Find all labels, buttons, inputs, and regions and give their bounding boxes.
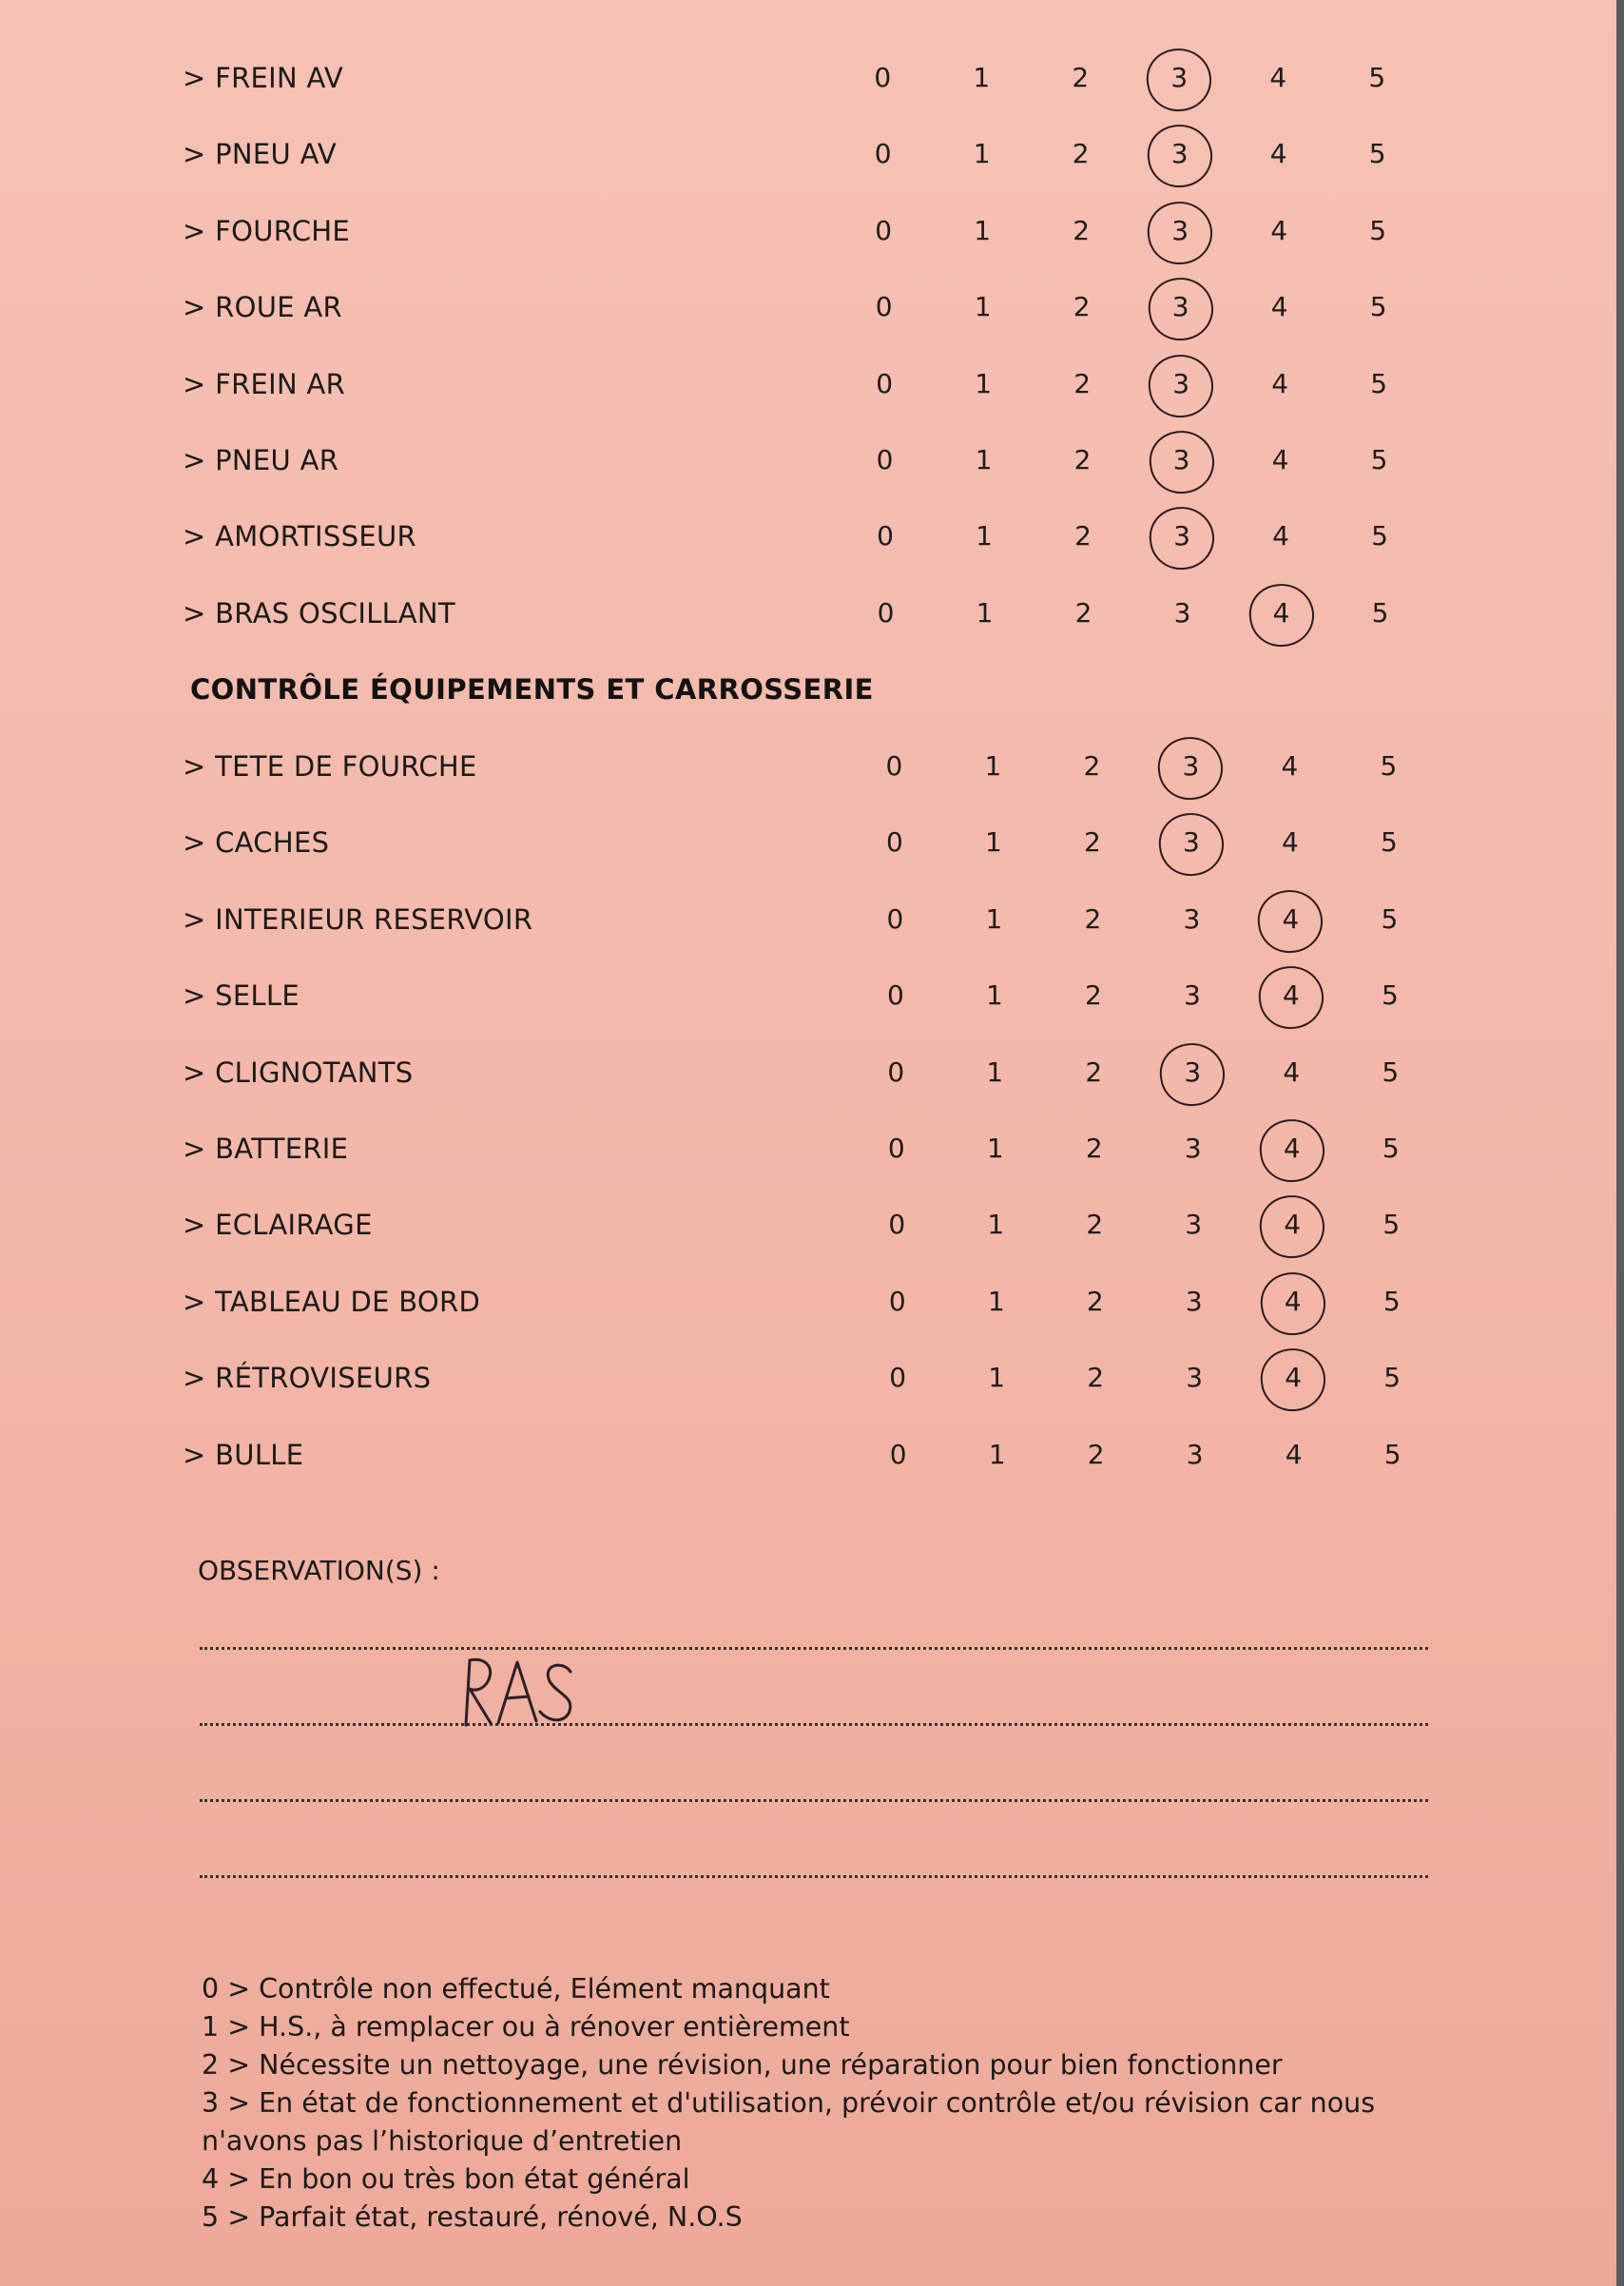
item-label: > BULLE xyxy=(183,1438,304,1471)
score-option[interactable]: 5 xyxy=(1370,367,1388,399)
score-option[interactable]: 5 xyxy=(1370,444,1388,475)
score-option[interactable]: 5 xyxy=(1369,214,1387,246)
score-option[interactable]: 4 xyxy=(1285,1438,1303,1470)
legend-line: 2 > Nécessite un nettoyage, une révision, une réparation pour bien fonctionner xyxy=(202,2049,1283,2081)
score-option[interactable]: 2 xyxy=(1085,1133,1103,1164)
score-option[interactable]: 1 xyxy=(974,291,992,323)
item-label: > TABLEAU DE BORD xyxy=(183,1285,481,1318)
score-option-circled[interactable]: 4 xyxy=(1265,1340,1322,1416)
inspection-row xyxy=(0,346,1616,422)
score-option-circled[interactable]: 3 xyxy=(1152,346,1209,422)
score-option[interactable]: 2 xyxy=(1086,1209,1104,1241)
observation-line xyxy=(200,1647,1428,1650)
score-option[interactable]: 4 xyxy=(1283,1056,1301,1088)
score-option[interactable]: 5 xyxy=(1382,1209,1401,1241)
score-option[interactable]: 5 xyxy=(1369,291,1387,323)
score-option[interactable]: 0 xyxy=(887,1133,905,1164)
legend-line: 0 > Contrôle non effectué, Elément manquant xyxy=(202,1973,830,2005)
inspection-row xyxy=(0,728,1616,804)
score-option[interactable]: 3 xyxy=(1185,1285,1203,1317)
score-option[interactable]: 2 xyxy=(1073,367,1092,399)
score-option[interactable]: 2 xyxy=(1084,902,1102,935)
score-option-circled[interactable]: 3 xyxy=(1153,422,1210,498)
item-label: > BRAS OSCILLANT xyxy=(183,596,455,630)
score-option[interactable]: 1 xyxy=(973,138,991,170)
score-option[interactable]: 1 xyxy=(985,826,1002,859)
score-option[interactable]: 4 xyxy=(1281,750,1299,782)
item-label: > CACHES xyxy=(183,826,330,860)
score-option[interactable]: 0 xyxy=(875,214,893,246)
score-option[interactable]: 1 xyxy=(984,750,1002,782)
score-option[interactable]: 5 xyxy=(1381,979,1399,1012)
score-option[interactable]: 2 xyxy=(1087,1438,1105,1470)
handwritten-observation xyxy=(458,1653,591,1729)
score-option[interactable]: 2 xyxy=(1084,826,1101,859)
section-title: CONTRÔLE ÉQUIPEMENTS ET CARROSSERIE xyxy=(190,673,874,706)
score-option-circled[interactable]: 4 xyxy=(1264,1111,1321,1187)
item-label: > CLIGNOTANTS xyxy=(183,1056,414,1089)
inspection-row xyxy=(0,498,1616,574)
inspection-row xyxy=(0,575,1616,651)
score-option[interactable]: 3 xyxy=(1173,596,1191,629)
observations-title: OBSERVATION(S) : xyxy=(198,1555,440,1586)
score-option[interactable]: 1 xyxy=(987,1209,1005,1241)
score-option[interactable]: 0 xyxy=(889,1438,907,1470)
score-option[interactable]: 0 xyxy=(875,291,893,323)
legend-line: 5 > Parfait état, restauré, rénové, N.O.S xyxy=(202,2201,743,2233)
score-option[interactable]: 1 xyxy=(976,520,993,552)
score-option[interactable]: 4 xyxy=(1270,291,1288,323)
inspection-row xyxy=(0,1187,1616,1263)
inspection-row xyxy=(0,1417,1616,1493)
inspection-row xyxy=(0,958,1616,1034)
item-label: > ROUE AR xyxy=(183,291,342,324)
score-option[interactable]: 2 xyxy=(1085,1056,1103,1088)
score-option[interactable]: 5 xyxy=(1368,62,1386,93)
score-option[interactable]: 5 xyxy=(1383,1362,1402,1394)
score-option[interactable]: 1 xyxy=(975,444,993,475)
score-option[interactable]: 1 xyxy=(985,979,1003,1012)
score-option-circled[interactable]: 3 xyxy=(1162,728,1219,804)
score-option[interactable]: 1 xyxy=(988,1438,1006,1470)
score-option[interactable]: 0 xyxy=(874,62,892,93)
score-option[interactable]: 1 xyxy=(987,1285,1005,1317)
score-option[interactable]: 3 xyxy=(1186,1362,1204,1394)
rating-legend xyxy=(202,1970,1438,2237)
score-option[interactable]: 1 xyxy=(974,214,992,246)
item-label: > FREIN AV xyxy=(183,62,343,94)
score-option[interactable]: 0 xyxy=(887,1056,905,1088)
score-option[interactable]: 2 xyxy=(1072,138,1090,170)
inspection-row xyxy=(0,1111,1616,1187)
score-option[interactable]: 4 xyxy=(1282,826,1299,859)
score-option[interactable]: 1 xyxy=(976,596,994,629)
score-option[interactable]: 0 xyxy=(886,826,903,859)
inspection-row xyxy=(0,1340,1616,1416)
score-option[interactable]: 5 xyxy=(1382,1056,1400,1088)
score-option[interactable]: 5 xyxy=(1381,826,1398,859)
score-option[interactable]: 4 xyxy=(1269,138,1287,170)
score-option[interactable]: 3 xyxy=(1183,979,1201,1012)
score-option-circled[interactable]: 4 xyxy=(1253,575,1310,651)
item-label: > SELLE xyxy=(183,979,300,1013)
score-option[interactable]: 5 xyxy=(1381,902,1399,935)
score-option[interactable]: 5 xyxy=(1383,1438,1402,1470)
inspection-row xyxy=(0,422,1616,498)
score-option-circled[interactable]: 3 xyxy=(1163,804,1220,881)
score-option[interactable]: 2 xyxy=(1074,520,1092,552)
score-option[interactable]: 4 xyxy=(1271,444,1289,475)
score-option[interactable]: 1 xyxy=(988,1362,1006,1394)
score-option[interactable]: 1 xyxy=(973,62,991,93)
score-option[interactable]: 2 xyxy=(1073,444,1092,475)
score-option-circled[interactable]: 3 xyxy=(1151,193,1208,269)
score-option[interactable]: 0 xyxy=(877,520,894,552)
score-option[interactable]: 0 xyxy=(874,138,892,170)
score-option-circled[interactable]: 3 xyxy=(1152,269,1209,345)
score-option-circled[interactable]: 3 xyxy=(1153,498,1210,574)
score-option[interactable]: 1 xyxy=(986,1056,1004,1088)
score-option[interactable]: 0 xyxy=(888,1285,906,1317)
score-option[interactable]: 0 xyxy=(885,750,903,782)
item-label: > FREIN AR xyxy=(183,367,346,400)
score-option[interactable]: 0 xyxy=(889,1362,907,1394)
score-option-circled[interactable]: 3 xyxy=(1151,116,1208,192)
score-option[interactable]: 3 xyxy=(1183,902,1201,935)
score-option[interactable]: 2 xyxy=(1073,291,1091,323)
item-label: > FOURCHE xyxy=(183,214,351,247)
score-option[interactable]: 5 xyxy=(1382,1133,1400,1164)
score-option[interactable]: 0 xyxy=(886,902,904,935)
score-option[interactable]: 0 xyxy=(876,367,894,399)
observation-line xyxy=(200,1723,1428,1726)
score-option-circled[interactable]: 4 xyxy=(1262,881,1319,958)
legend-line: n'avons pas l’historique d’entretien xyxy=(202,2125,683,2157)
score-option-circled[interactable]: 4 xyxy=(1263,958,1320,1034)
score-option[interactable]: 2 xyxy=(1074,596,1092,629)
score-option-circled[interactable]: 4 xyxy=(1265,1264,1322,1340)
score-option[interactable]: 0 xyxy=(877,596,895,629)
score-option[interactable]: 0 xyxy=(876,444,894,475)
score-option[interactable]: 4 xyxy=(1271,367,1289,399)
inspection-row xyxy=(0,804,1616,881)
score-option[interactable]: 5 xyxy=(1371,596,1389,629)
item-label: > AMORTISSEUR xyxy=(183,520,416,553)
item-label: > PNEU AR xyxy=(183,444,339,476)
inspection-row xyxy=(0,116,1616,192)
inspection-row xyxy=(0,269,1616,345)
score-option[interactable]: 5 xyxy=(1382,1285,1401,1317)
item-label: > INTERIEUR RESERVOIR xyxy=(183,902,533,936)
observation-line xyxy=(200,1799,1428,1802)
score-option[interactable]: 1 xyxy=(985,902,1003,935)
score-option[interactable]: 2 xyxy=(1087,1362,1105,1394)
score-option[interactable]: 3 xyxy=(1185,1209,1203,1241)
score-option[interactable]: 0 xyxy=(886,979,904,1012)
item-label: > TETE DE FOURCHE xyxy=(183,750,477,783)
legend-line: 3 > En état de fonctionnement et d'utilisation, prévoir contrôle et/ou révision car nous xyxy=(202,2087,1376,2119)
score-option[interactable]: 2 xyxy=(1083,750,1101,782)
inspection-row xyxy=(0,1264,1616,1340)
score-option[interactable]: 2 xyxy=(1086,1285,1104,1317)
item-label: > RÉTROVISEURS xyxy=(183,1362,432,1395)
score-option[interactable]: 3 xyxy=(1186,1438,1204,1470)
legend-line: 4 > En bon ou très bon état général xyxy=(202,2163,690,2195)
score-option[interactable]: 5 xyxy=(1380,750,1398,782)
score-option-circled[interactable]: 3 xyxy=(1164,1035,1221,1111)
inspection-row xyxy=(0,1035,1616,1111)
score-option-circled[interactable]: 3 xyxy=(1150,40,1208,116)
score-option[interactable]: 4 xyxy=(1270,214,1288,246)
score-option[interactable]: 0 xyxy=(888,1209,906,1241)
inspection-row xyxy=(0,881,1616,958)
score-option[interactable]: 5 xyxy=(1371,520,1388,552)
score-option[interactable]: 2 xyxy=(1073,214,1091,246)
observation-line xyxy=(200,1875,1428,1878)
item-label: > PNEU AV xyxy=(183,138,337,171)
inspection-row xyxy=(0,40,1616,116)
score-option[interactable]: 5 xyxy=(1368,138,1386,170)
score-option-circled[interactable]: 4 xyxy=(1264,1187,1321,1263)
score-option[interactable]: 2 xyxy=(1072,62,1090,93)
item-label: > ECLAIRAGE xyxy=(183,1209,373,1242)
score-option[interactable]: 2 xyxy=(1084,979,1102,1012)
item-label: > BATTERIE xyxy=(183,1133,349,1165)
score-option[interactable]: 1 xyxy=(986,1133,1004,1164)
score-option[interactable]: 1 xyxy=(975,367,993,399)
inspection-row xyxy=(0,193,1616,269)
score-option[interactable]: 4 xyxy=(1269,62,1287,93)
score-option[interactable]: 4 xyxy=(1272,520,1289,552)
legend-line: 1 > H.S., à remplacer ou à rénover entièrement xyxy=(202,2011,850,2043)
score-option[interactable]: 3 xyxy=(1184,1133,1202,1164)
